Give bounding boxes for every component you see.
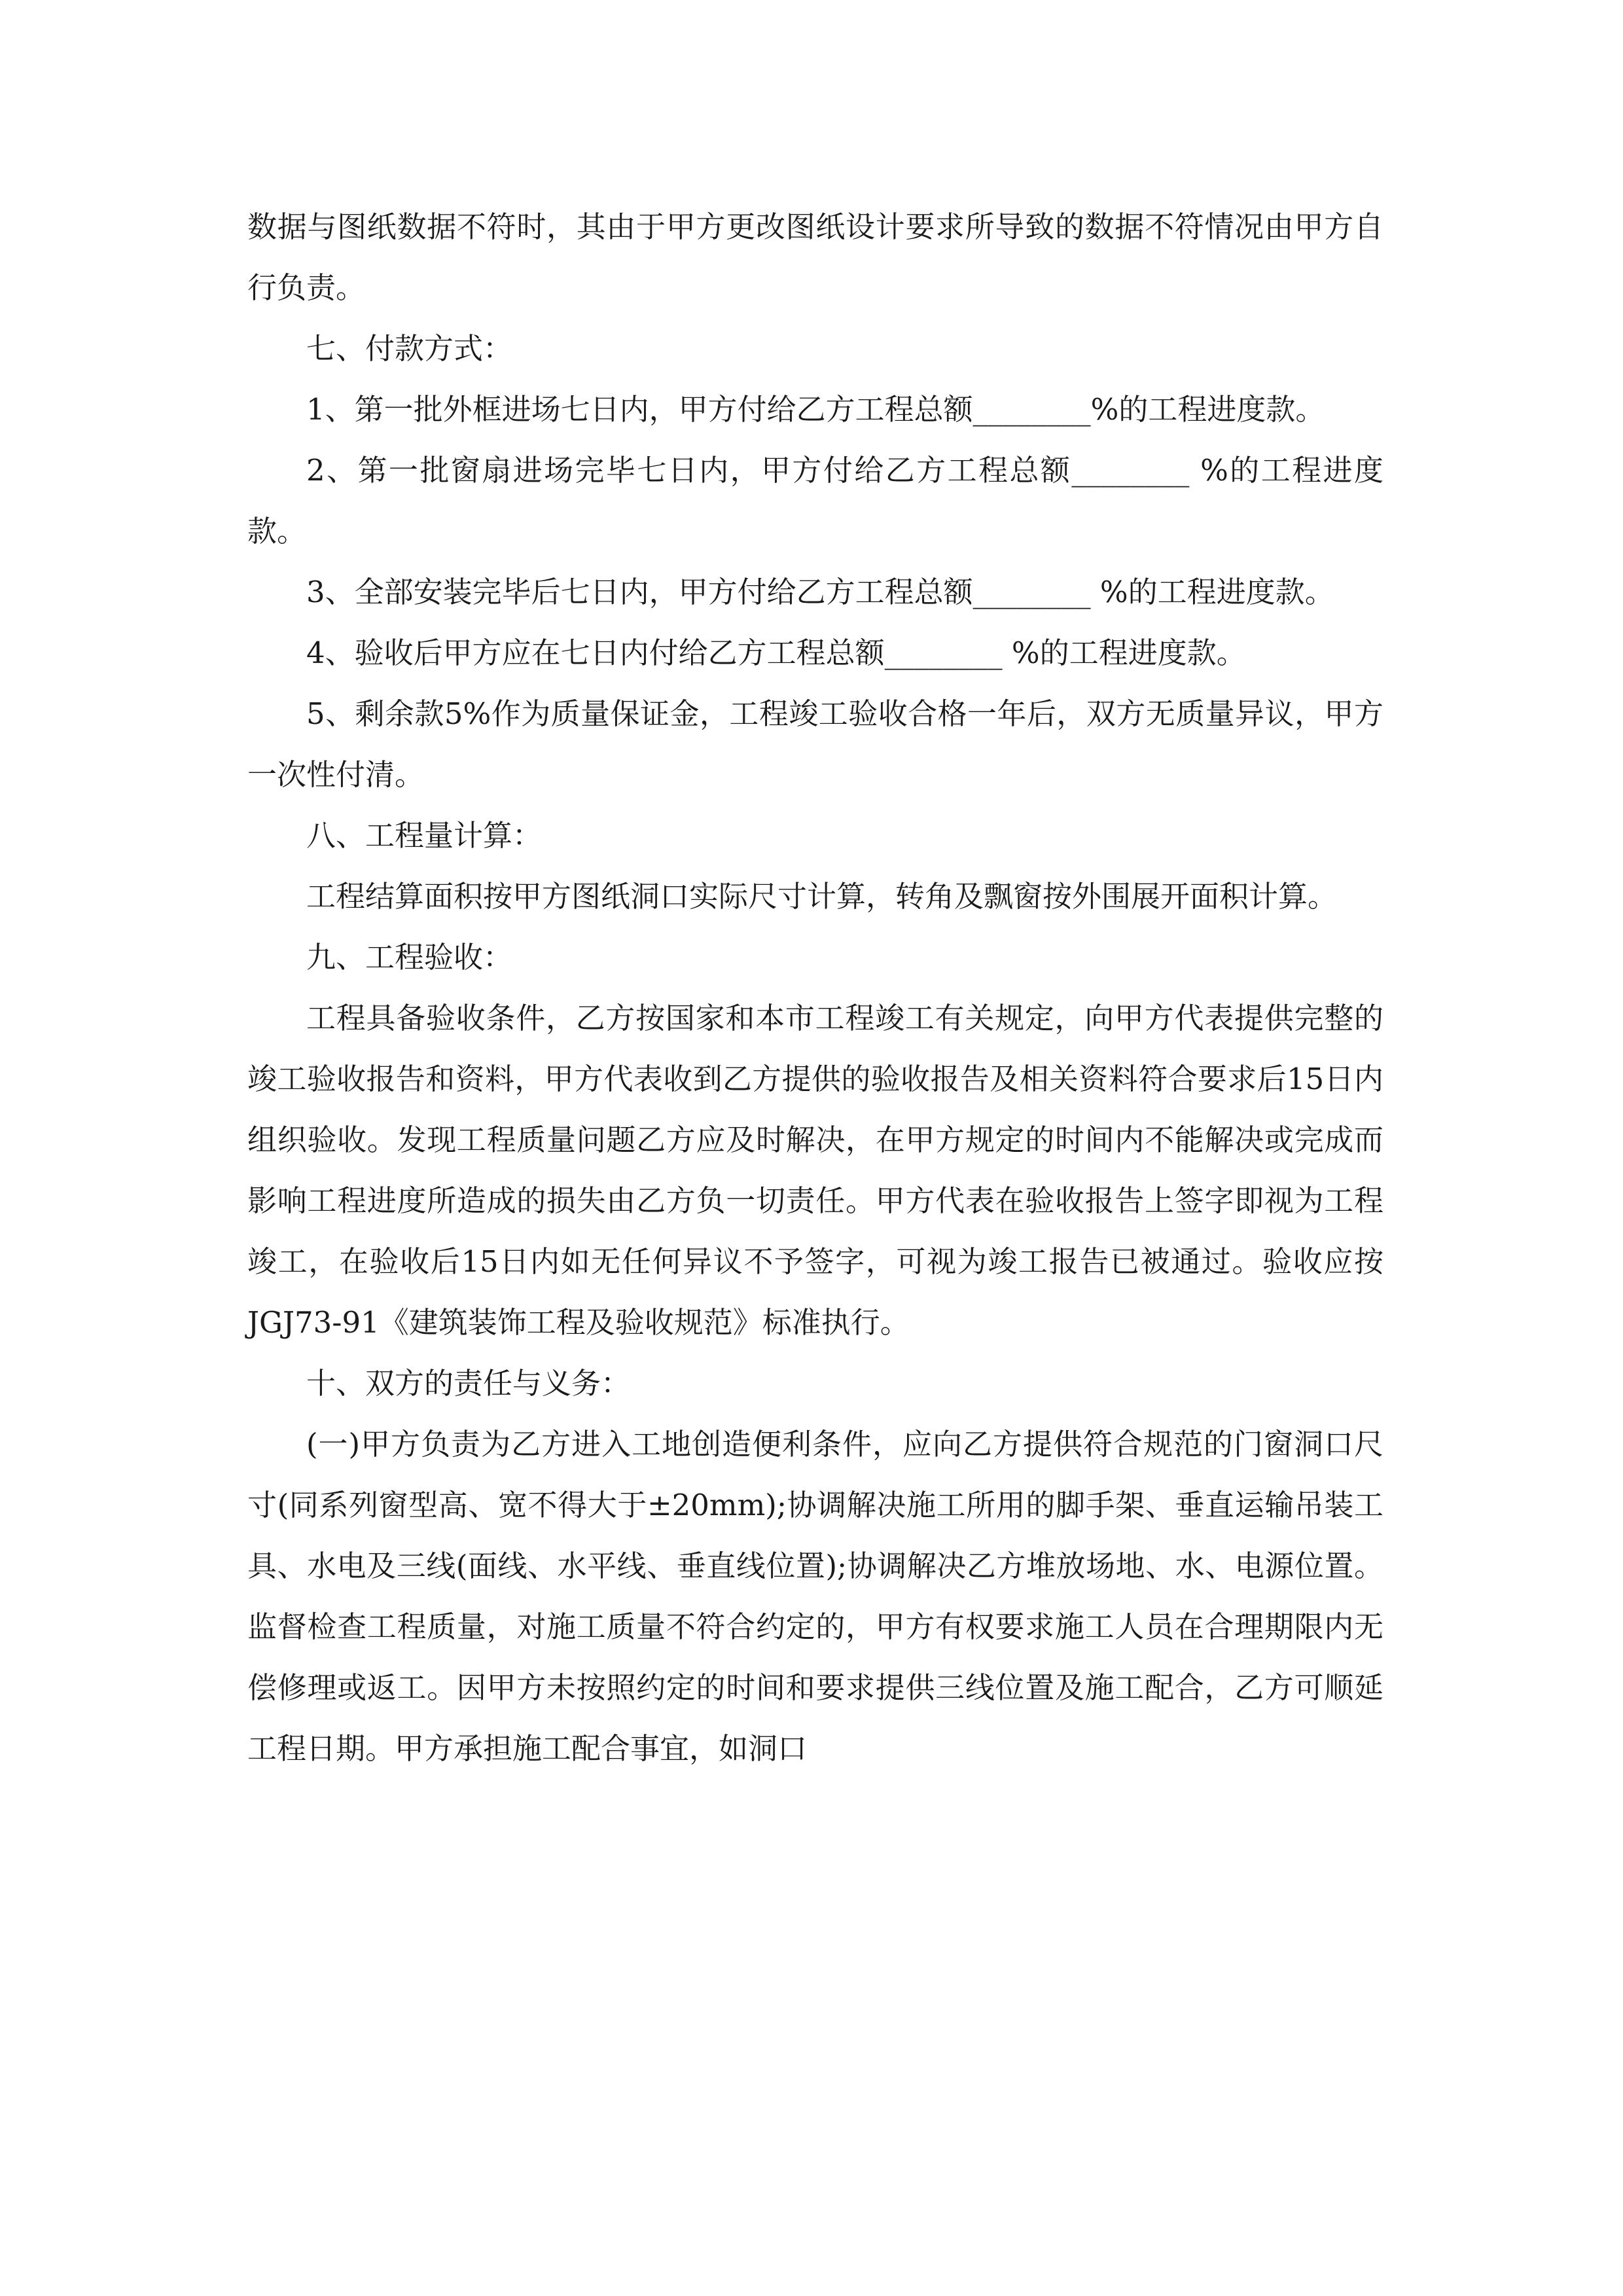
acceptance-text: 工程具备验收条件，乙方按国家和本市工程竣工有关规定，向甲方代表提供完整的竣工验收报告和资料，甲方代表收到乙方提供的验收报告及相关资料符合要求后15日内组织验收。发现工程质量问题乙方应及时解决，在甲方规定的时间内不能解决或完成而影响工程进度所造成的损失由乙方负一切责任。甲方代表在验收报告上签字即视为工程竣工，在验收后15日内如无任何异议不予签字，可视为竣工报告已被通过。验收应按JGJ73-91《建筑装饰工程及验收规范》标准执行。 xyxy=(247,1001,1383,1340)
payment-clause-3: 3、全部安装完毕后七日内，甲方付给乙方工程总额________ %的工程进度款。 xyxy=(306,575,1334,609)
quantity-calculation-text: 工程结算面积按甲方图纸洞口实际尺寸计算，转角及飘窗按外围展开面积计算。 xyxy=(306,879,1338,914)
payment-clause-2: 2、第一批窗扇进场完毕七日内，甲方付给乙方工程总额________ %的工程进度款。 xyxy=(247,453,1383,548)
paragraph-continuation: 数据与图纸数据不符时，其由于甲方更改图纸设计要求所导致的数据不符情况由甲方自行负责。 xyxy=(247,209,1383,305)
payment-clause-5: 5、剩余款5%作为质量保证金，工程竣工验收合格一年后，双方无质量异议，甲方一次性付清。 xyxy=(247,696,1383,792)
responsibilities-party-a: (一)甲方负责为乙方进入工地创造便利条件，应向乙方提供符合规范的门窗洞口尺寸(同系列窗型高、宽不得大于±20mm);协调解决施工所用的脚手架、垂直运输吊装工具、水电及三线(面线、水平线、垂直线位置);协调解决乙方堆放场地、水、电源位置。监督检查工程质量，对施工质量不符合约定的，甲方有权要求施工人员在合理期限内无偿修理或返工。因甲方未按照约定的时间和要求提供三线位置及施工配合，乙方可顺延工程日期。甲方承担施工配合事宜，如洞口 xyxy=(247,1427,1383,1766)
heading-responsibilities: 十、双方的责任与义务： xyxy=(306,1366,631,1401)
heading-quantity-calculation: 八、工程量计算： xyxy=(306,818,543,853)
payment-clause-1: 1、第一批外框进场七日内，甲方付给乙方工程总额________%的工程进度款。 xyxy=(306,392,1325,427)
payment-clause-4: 4、验收后甲方应在七日内付给乙方工程总额________ %的工程进度款。 xyxy=(306,636,1246,670)
document-body xyxy=(247,196,1383,1779)
heading-payment-method: 七、付款方式： xyxy=(306,331,513,366)
heading-acceptance: 九、工程验收： xyxy=(306,940,513,975)
